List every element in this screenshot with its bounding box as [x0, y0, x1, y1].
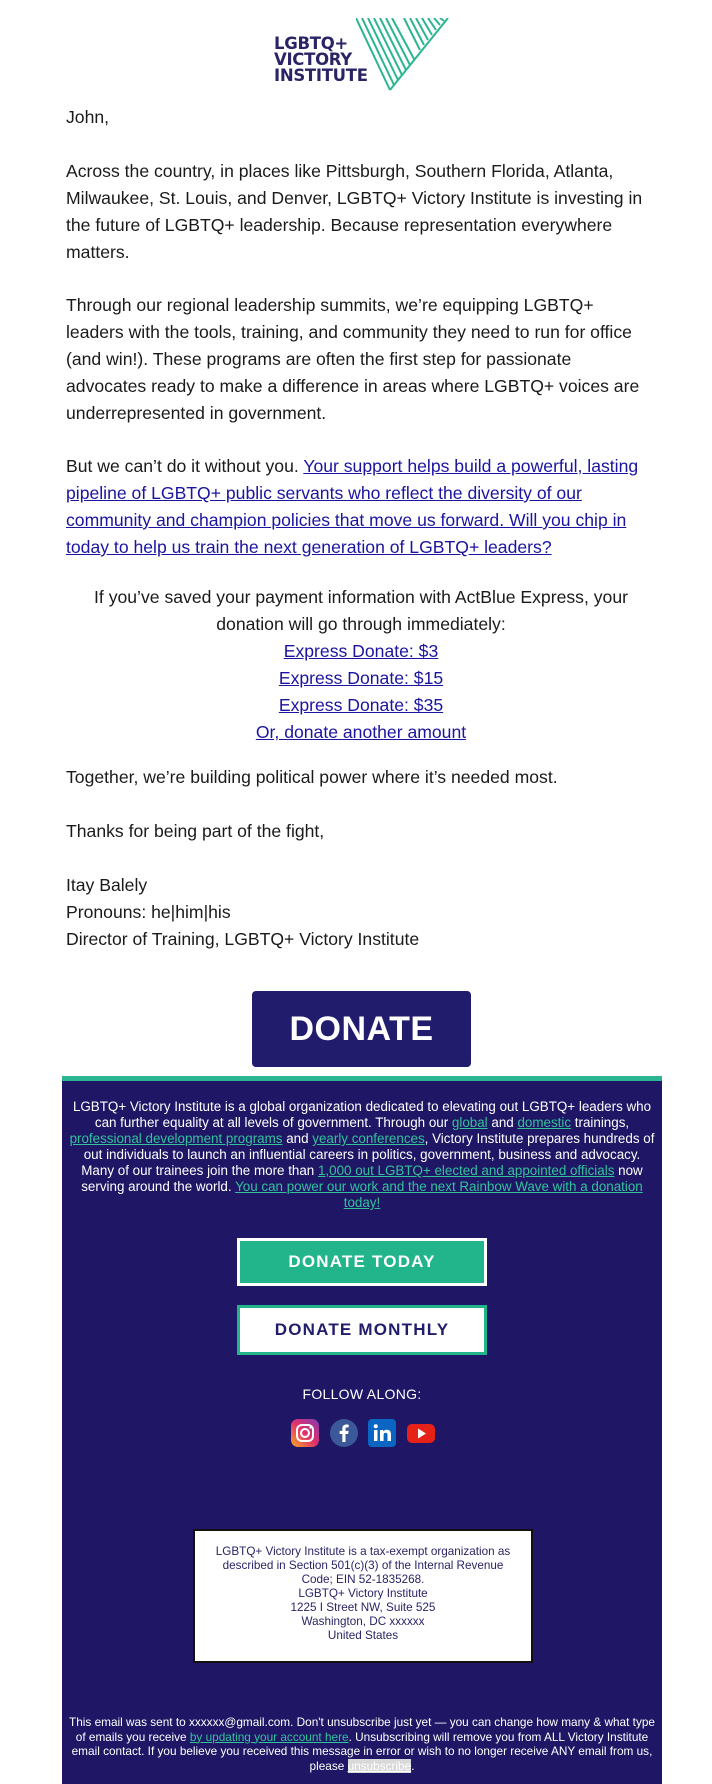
- linkedin-icon[interactable]: [367, 1418, 397, 1448]
- org-name: LGBTQ+ Victory Institute: [298, 1587, 428, 1600]
- professional-development-link[interactable]: professional development programs: [69, 1131, 283, 1146]
- legal-text-2: . Unsubscribing will remove you from ALL Victory Institute email contact. If you believe you received this message in error or wish to no longer receive ANY email from us, please: [71, 1729, 653, 1773]
- follow-along-label: FOLLOW ALONG:: [302, 1386, 422, 1402]
- signature: [66, 872, 656, 953]
- signature-pronouns: Pronouns: he|him|his: [66, 902, 231, 922]
- youtube-icon[interactable]: [406, 1418, 436, 1448]
- paragraph-3-text: But we can’t do it without you.: [66, 456, 304, 476]
- donate-other-amount-link[interactable]: Or, donate another amount: [255, 722, 467, 742]
- about-text-2: and: [487, 1115, 518, 1130]
- address-country: United States: [327, 1629, 399, 1642]
- logo-line-2: VICTORY: [274, 50, 352, 69]
- victory-institute-logo[interactable]: [274, 18, 450, 102]
- about-text-1: LGBTQ+ Victory Institute is a global organization dedicated to elevating out LGBTQ+ leaders who can further equality at all levels of government. Through our: [72, 1099, 652, 1130]
- express-donate-35-link[interactable]: Express Donate: $35: [278, 695, 444, 715]
- express-links: [66, 638, 656, 746]
- express-intro: If you’ve saved your payment information with ActBlue Express, your donation will go through immediately:: [94, 587, 628, 634]
- express-donate-15-link[interactable]: Express Donate: $15: [278, 668, 444, 688]
- address-street: 1225 I Street NW, Suite 525: [290, 1601, 436, 1614]
- sign-off: Thanks for being part of the fight,: [66, 821, 325, 841]
- logo-v-mark-icon: [356, 18, 450, 92]
- donate-monthly-button[interactable]: DONATE MONTHLY: [237, 1305, 487, 1355]
- paragraph-4: Together, we’re building political power where it’s needed most.: [66, 767, 558, 787]
- legal-notice: [68, 1715, 656, 1773]
- tax-exempt-box: [193, 1529, 533, 1663]
- social-links: [290, 1416, 436, 1450]
- signature-title: Director of Training, LGBTQ+ Victory Institute: [66, 929, 420, 949]
- express-donate-3-link[interactable]: Express Donate: $3: [283, 641, 439, 661]
- about-text-5: , Victory Institute prepares hundreds of out individuals to launch an influential careers in politics, government, business and advocacy. Many of our trainees join the more than: [81, 1131, 655, 1178]
- elected-officials-link[interactable]: 1,000 out LGBTQ+ elected and appointed officials: [317, 1163, 615, 1178]
- address-city: Washington, DC xxxxxx: [301, 1615, 425, 1628]
- update-account-link[interactable]: by updating your account here: [189, 1729, 349, 1744]
- paragraph-3: [66, 453, 656, 561]
- yearly-conferences-link[interactable]: yearly conferences: [312, 1131, 425, 1146]
- about-text-6: now serving around the world.: [81, 1163, 643, 1194]
- support-donate-link[interactable]: Your support helps build a powerful, lasting pipeline of LGBTQ+ public servants who reflect the diversity of our community and champion policies that move us forward. Will you chip in today to help us train the next generation of LGBTQ+ leaders?: [66, 456, 639, 557]
- instagram-icon[interactable]: [290, 1418, 320, 1448]
- paragraph-1: Across the country, in places like Pittsburgh, Southern Florida, Atlanta, Milwaukee, St. Louis, and Denver, LGBTQ+ Victory Institute is investing in the future of LGBTQ+ leadership. Because representation everywhere matters.: [66, 161, 643, 262]
- global-link[interactable]: global: [451, 1115, 488, 1130]
- logo-line-1: LGBTQ+: [274, 34, 348, 53]
- logo-line-3: INSTITUTE: [274, 66, 368, 85]
- tax-exempt-statement: LGBTQ+ Victory Institute is a tax-exempt organization as described in Section 501(c)(3) of the Internal Revenue Code; EIN 52-1835268.: [215, 1545, 511, 1586]
- power-our-work-link[interactable]: You can power our work and the next Rainbow Wave with a donation today!: [235, 1179, 643, 1210]
- about-text-4: and: [282, 1131, 313, 1146]
- paragraph-2: Through our regional leadership summits, we’re equipping LGBTQ+ leaders with the tools, training, and community they need to run for office (and win!). These programs are often the first step for passionate advocates ready to make a difference in areas where LGBTQ+ voices are underrepresented in government.: [66, 295, 640, 423]
- unsubscribe-link[interactable]: unsubscribe: [347, 1758, 412, 1773]
- legal-text-3: .: [411, 1758, 415, 1773]
- signature-name: Itay Balely: [66, 875, 148, 895]
- donate-today-button[interactable]: DONATE TODAY: [237, 1238, 487, 1286]
- donate-button[interactable]: DONATE: [252, 991, 471, 1067]
- footer: [62, 1076, 662, 1784]
- legal-text-1: This email was sent to xxxxxx@gmail.com. Don't unsubscribe just yet — you can change how many & what type of emails you receive: [69, 1715, 655, 1744]
- facebook-icon[interactable]: [329, 1418, 359, 1448]
- about-paragraph: [68, 1099, 656, 1211]
- domestic-link[interactable]: domestic: [517, 1115, 572, 1130]
- greeting: John,: [66, 107, 110, 127]
- about-text-3: trainings,: [571, 1115, 630, 1130]
